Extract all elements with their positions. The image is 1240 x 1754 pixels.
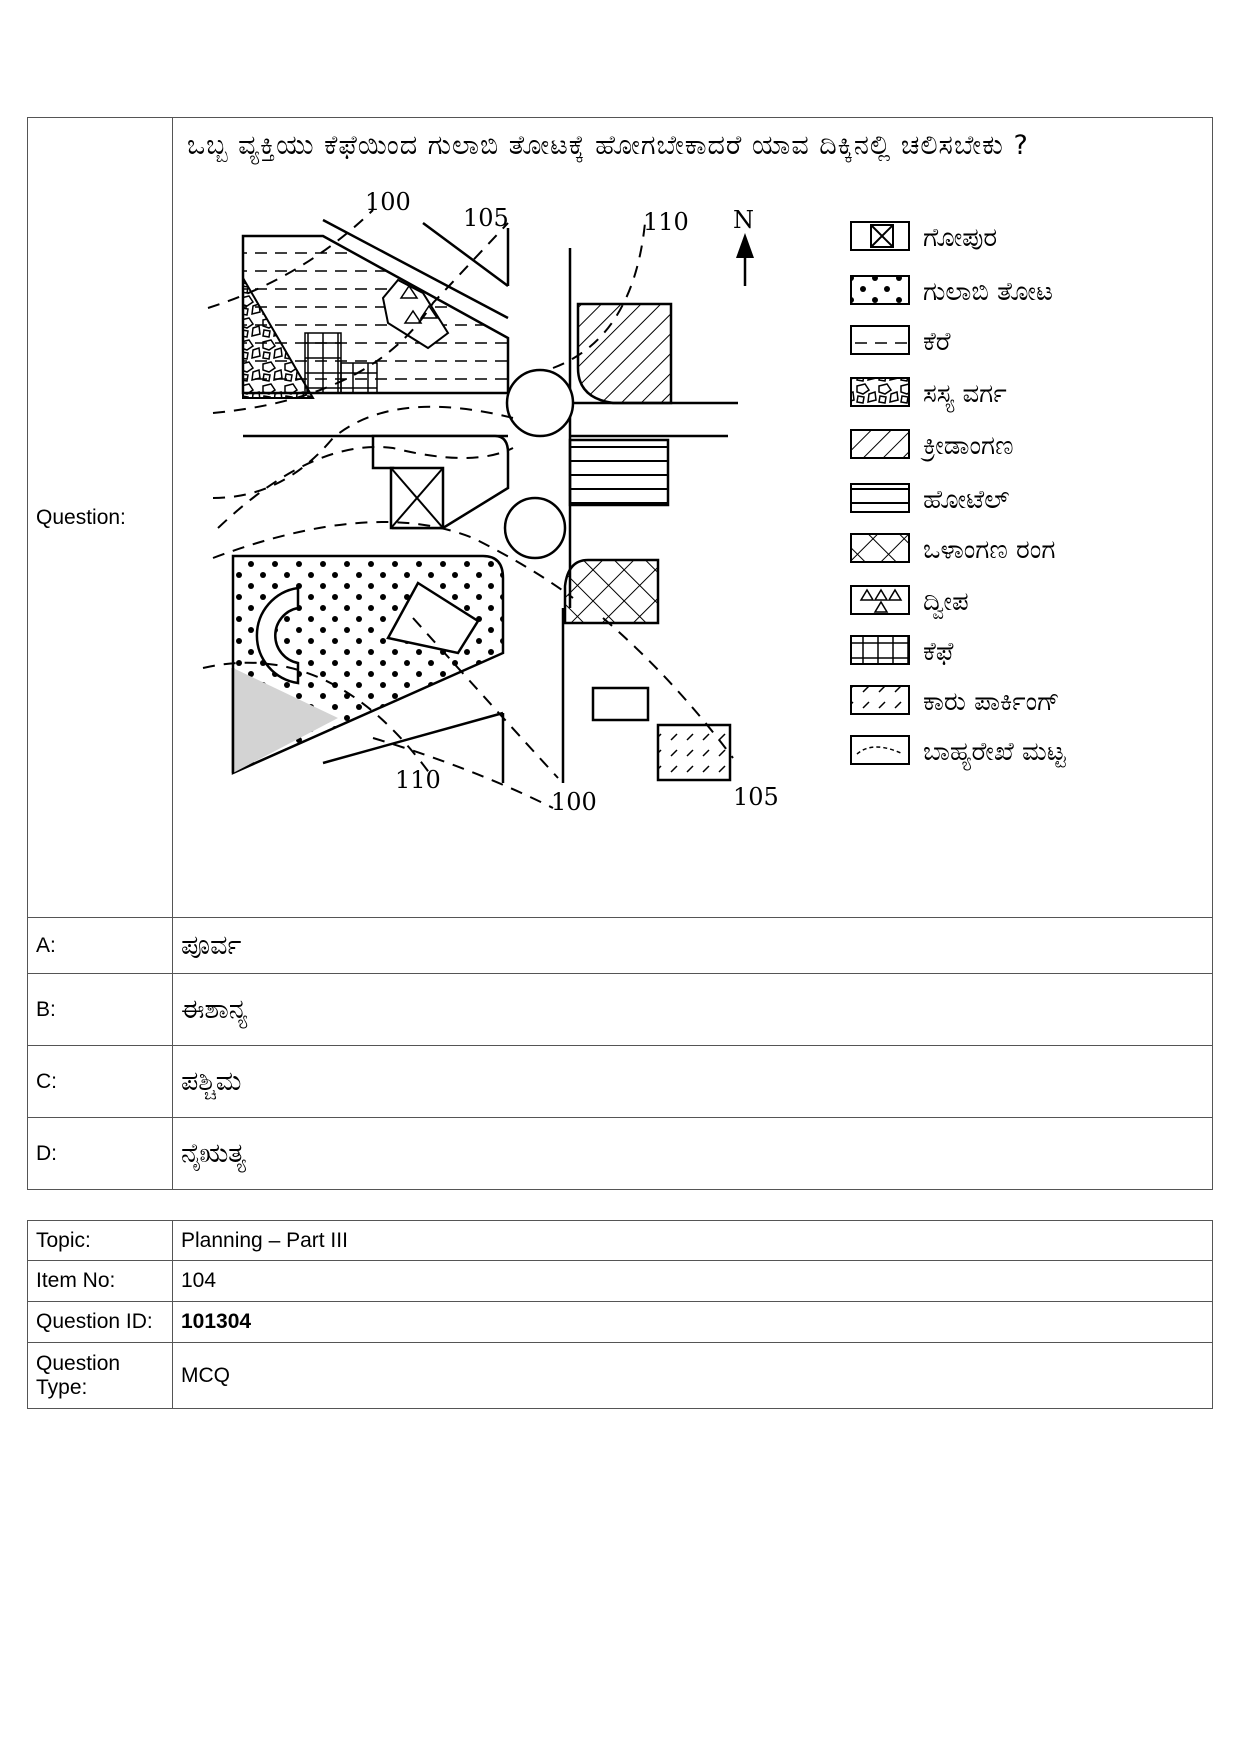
contour-label-105-top: 105: [463, 204, 509, 232]
item-no-label: Item No:: [28, 1261, 173, 1302]
option-a-label: A:: [28, 918, 173, 974]
question-cell: [173, 118, 1213, 918]
question-id-label: Question ID:: [28, 1302, 173, 1343]
question-text: ಒಬ್ಬ ವ್ಯಕ್ತಿಯು ಕೆಫೆಯಿಂದ ಗುಲಾಬಿ ತೋಟಕ್ಕೆ ಹೋಗಬೇಕಾದರೆ ಯಾವ ದಿಕ್ಕಿನಲ್ಲಿ ಚಲಿಸಬೇಕು ?: [187, 130, 1029, 161]
svg-text:ಬಾಹ್ಯರೇಖೆ ಮಟ್ಟ: ಬಾಹ್ಯರೇಖೆ ಮಟ್ಟ: [923, 737, 1066, 767]
map-figure: [173, 118, 1230, 918]
legend-item-island: [851, 586, 969, 619]
option-b-label: B:: [28, 974, 173, 1046]
legend-item-car-parking: [851, 686, 1060, 717]
metadata-table: [27, 1220, 1213, 1409]
legend-item-indoor-stadium: [851, 534, 1055, 565]
small-building: [593, 688, 648, 720]
lake-block: [243, 236, 508, 398]
svg-text:ದ್ವೀಪ: ದ್ವೀಪ: [923, 587, 969, 617]
question-type-label: Question Type:: [28, 1343, 173, 1409]
legend-item-tower: [851, 222, 997, 253]
svg-text:ಕಾರು ಪಾರ್ಕಿಂಗ್: ಕಾರು ಪಾರ್ಕಿಂಗ್: [923, 687, 1060, 717]
legend-item-contour-level: [851, 736, 1066, 770]
north-arrow-icon: [733, 206, 754, 286]
svg-text:ಕೆಫೆ: ಕೆಫೆ: [923, 637, 954, 667]
indoor-stadium: [565, 560, 658, 623]
legend-item-playground: [851, 430, 1014, 461]
option-d-text[interactable]: ನೈಋತ್ಯ: [173, 1118, 1213, 1190]
svg-text:ಗುಲಾಬಿ ತೋಟ: ಗುಲಾಬಿ ತೋಟ: [923, 277, 1053, 307]
tower-block: [373, 436, 508, 528]
contour-label-110-bottom: 110: [395, 766, 441, 794]
contour-label-100-bottom: 100: [551, 788, 597, 816]
car-parking: [658, 725, 730, 780]
roundabout-north: [507, 370, 573, 436]
legend: [851, 222, 1066, 770]
question-type-value: MCQ: [173, 1343, 1213, 1409]
svg-text:ಹೋಟೆಲ್: ಹೋಟೆಲ್: [923, 485, 1010, 515]
item-no-value: 104: [173, 1261, 1213, 1302]
playground: [578, 304, 671, 403]
topic-value: Planning – Part III: [173, 1221, 1213, 1261]
option-b-text[interactable]: ಈಶಾನ್ಯ: [173, 974, 1213, 1046]
svg-text:ಒಳಾಂಗಣ ರಂಗ: ಒಳಾಂಗಣ ರಂಗ: [923, 535, 1056, 565]
svg-text:ಗೋಪುರ: ಗೋಪುರ: [923, 223, 998, 253]
option-d-label: D:: [28, 1118, 173, 1190]
legend-item-vegetation: [851, 378, 1007, 412]
legend-item-hotel: [851, 484, 1009, 515]
legend-item-pond: [851, 326, 951, 357]
legend-item-cafe: [851, 636, 954, 667]
hotel: [570, 440, 668, 505]
contour-label-105-bottom: 105: [733, 783, 779, 811]
question-table: [27, 117, 1213, 1190]
question-label: Question:: [28, 118, 173, 918]
option-c-text[interactable]: ಪಶ್ಚಿಮ: [173, 1046, 1213, 1118]
contour-label-100-top: 100: [365, 188, 411, 216]
svg-text:ಸಸ್ಯ ವರ್ಗ: ಸಸ್ಯ ವರ್ಗ: [923, 379, 1007, 409]
contour-label-110-top: 110: [643, 208, 689, 236]
svg-text:ಕೆರೆ: ಕೆರೆ: [923, 327, 951, 357]
option-c-label: C:: [28, 1046, 173, 1118]
question-id-value: 101304: [173, 1302, 1213, 1343]
svg-text:ಕ್ರೀಡಾಂಗಣ: ಕ್ರೀಡಾಂಗಣ: [923, 431, 1014, 461]
legend-item-rose-garden: [851, 276, 1053, 307]
north-label: N: [733, 206, 754, 234]
option-a-text[interactable]: ಪೂರ್ವ: [173, 918, 1213, 974]
roundabout-south: [505, 498, 565, 558]
topic-label: Topic:: [28, 1221, 173, 1261]
